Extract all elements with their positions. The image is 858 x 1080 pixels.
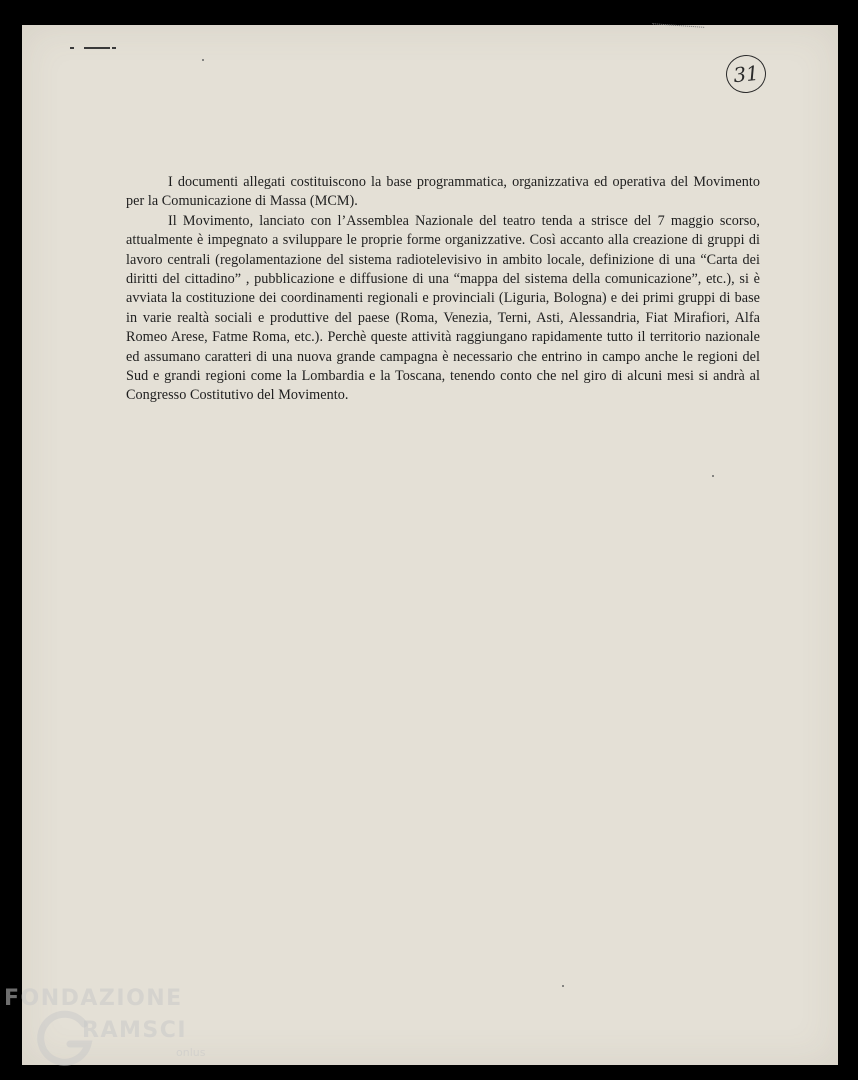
archive-watermark — [4, 986, 224, 1076]
paragraph-1: I documenti allegati costituiscono la base programmatica, organizzativa ed operativa del Movimento per la Comunicazione di Massa (MCM). — [126, 174, 760, 210]
document-body — [126, 173, 760, 406]
watermark-line-2: RAMSCI — [82, 1018, 188, 1043]
paragraph-2: Il Movimento, lanciato con l’Assemblea Nazionale del teatro tenda a strisce del 7 maggio scorso, attualmente è impegnato a sviluppare le proprie forme organizzative. Così accanto alla creazione di gruppi di lavoro centrali (regolamentazione del sistema radiotelevisivo in ambito locale, definizione di una “Carta dei diritti del cittadino” , pubblicazione e diffusione di una “mappa del sistema della comunicazione”, etc.), si è avviata la costituzione dei coordinamenti regionali e provinciali (Liguria, Bologna) e dei primi gruppi di base in varie realtà sociali e produttive del paese (Roma, Venezia, Terni, Asti, Alessandria, Fiat Mirafiori, Alfa Romeo Arese, Fatme Roma, etc.). Perchè queste attività raggiungano rapidamente tutto il territorio nazionale ed assumano caratteri di una nuova grande campagna è necessario che entrino in campo anche le regioni del Sud e grandi regioni come la Lombardia e la Toscana, tenendo conto che nel giro di alcuni mesi si andrà al Congresso Costitutivo del Movimento. — [126, 212, 760, 404]
top-pencil-mark — [652, 23, 704, 34]
watermark-tagline: onlus — [176, 1046, 206, 1059]
watermark-line-1: FONDAZIONE — [4, 986, 183, 1011]
folio-number: 31 — [724, 53, 768, 95]
paper-speck — [562, 985, 564, 987]
paper-speck — [202, 59, 204, 61]
paper-speck — [712, 475, 714, 477]
pencil-mark — [70, 47, 118, 49]
paper-sheet — [22, 25, 838, 1065]
